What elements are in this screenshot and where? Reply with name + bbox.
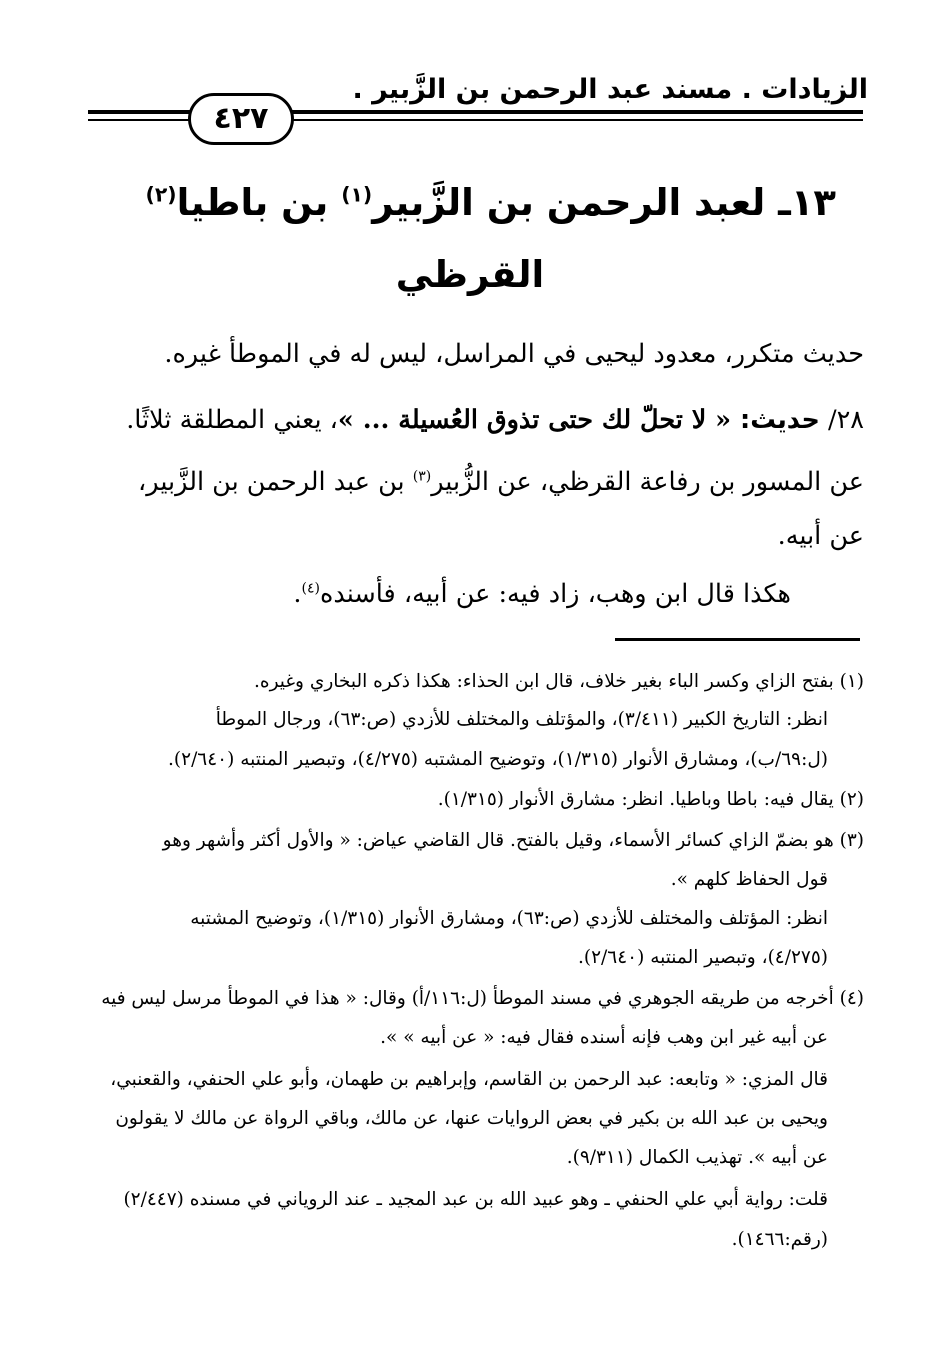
isnad-part-b: بن عبد الرحمن بن الزَّبير، [138,467,413,497]
footnote-separator [615,638,860,641]
footnote-ref-4: (٤) [301,580,320,597]
isnad-part-a: عن المسور بن رفاعة القرظي، عن الزُّبير [431,467,864,497]
footnote-line: (١) بفتح الزاي وكسر الباء بغير خلاف، قال ابن الحذاء: هكذا ذكره البخاري وغيره. [254,671,864,692]
footnote-line: قول الحفاظ كلهم ». [670,869,828,890]
hadith-quote: « لا تحلّ لك حتى تذوق العُسيلة ... » [337,405,732,435]
chapter-title-main: ١٣ـ لعبد الرحمن بن الزَّبير [372,181,836,224]
footnote-line: (٤) أخرجه من طريقه الجوهري في مسند الموطأ (ل:١١٦/أ) وقال: « هذا في الموطأ مرسل ليس فيه [101,988,864,1009]
chapter-subtitle: القرظي [395,253,545,296]
note-part-b: . [293,579,302,609]
footnote-line: عن أبيه غير ابن وهب فإنه أسنده فقال فيه: « عن أبيه » ». [380,1027,828,1048]
footnote-line: (٤/٢٧٥)، وتبصير المنتبه (٢/٦٤٠). [578,947,828,968]
footnote-line: انظر: المؤتلف والمختلف للأزدي (ص:٦٣)، ومشارق الأنوار (١/٣١٥)، وتوضيح المشتبه [190,908,828,929]
footnote-ref-1: (١) [341,182,373,207]
footnote-line: (٢) يقال فيه: باطا وباطيا. انظر: مشارق الأنوار (١/٣١٥). [437,789,864,810]
chapter-title [136,178,836,228]
isnad-line [138,462,864,502]
footnote-line: عن أبيه ». تهذيب الكمال (٩/٣١١). [566,1147,828,1168]
footnote-ref-2: (٢) [145,182,177,207]
note-line [293,574,791,614]
hadith-number: ٢٨/ [819,405,864,435]
footnote-ref-3: (٣) [412,468,432,485]
footnote-line: (٣) هو بضمّ الزاي كسائر الأسماء، وقيل بالفتح. قال القاضي عياض: « والأول أكثر وأشهر وهو [162,830,864,851]
chapter-title-mid: بن باطيا [176,181,342,224]
footnote-line: قلت: رواية أبي علي الحنفي ـ وهو عبيد الله بن عبد المجيد ـ عند الروياني في مسنده (٢/٤٤٧) [123,1189,828,1210]
running-head: الزيادات . مسند عبد الرحمن بن الزَّبير . [352,74,868,105]
page-number: ٤٢٧ [188,93,294,145]
isnad-end-line: عن أبيه. [777,521,864,551]
footnote-line: قال المزي: « وتابعه: عبد الرحمن بن القاسم، وإبراهيم بن طهمان، وأبو علي الحنفي، والقعنبي، [110,1069,828,1090]
footnote-line: (رقم:١٤٦٦). [731,1229,828,1250]
footnote-line: (ل:٦٩/ب)، ومشارق الأنوار (١/٣١٥)، وتوضيح المشتبه (٤/٢٧٥)، وتبصير المنتبه (٢/٦٤٠). [168,749,828,770]
hadith-line [126,400,864,440]
hadith-rest: ، يعني المطلقة ثلاثًا. [126,405,338,435]
intro-line: حديث متكرر، معدود ليحيى في المراسل، ليس له في الموطأ غيره. [164,339,864,369]
footnote-line: انظر: التاريخ الكبير (٣/٤١١)، والمؤتلف والمختلف للأزدي (ص:٦٣)، ورجال الموطأ [215,709,828,730]
note-part-a: هكذا قال ابن وهب، زاد فيه: عن أبيه، فأسنده [319,579,791,609]
hadith-label: حديث: [731,405,820,435]
footnote-line: ويحيى بن عبد الله بن بكير في بعض الروايات عنها، عن مالك، وباقي الرواة عن مالك لا يقولون [115,1108,828,1129]
